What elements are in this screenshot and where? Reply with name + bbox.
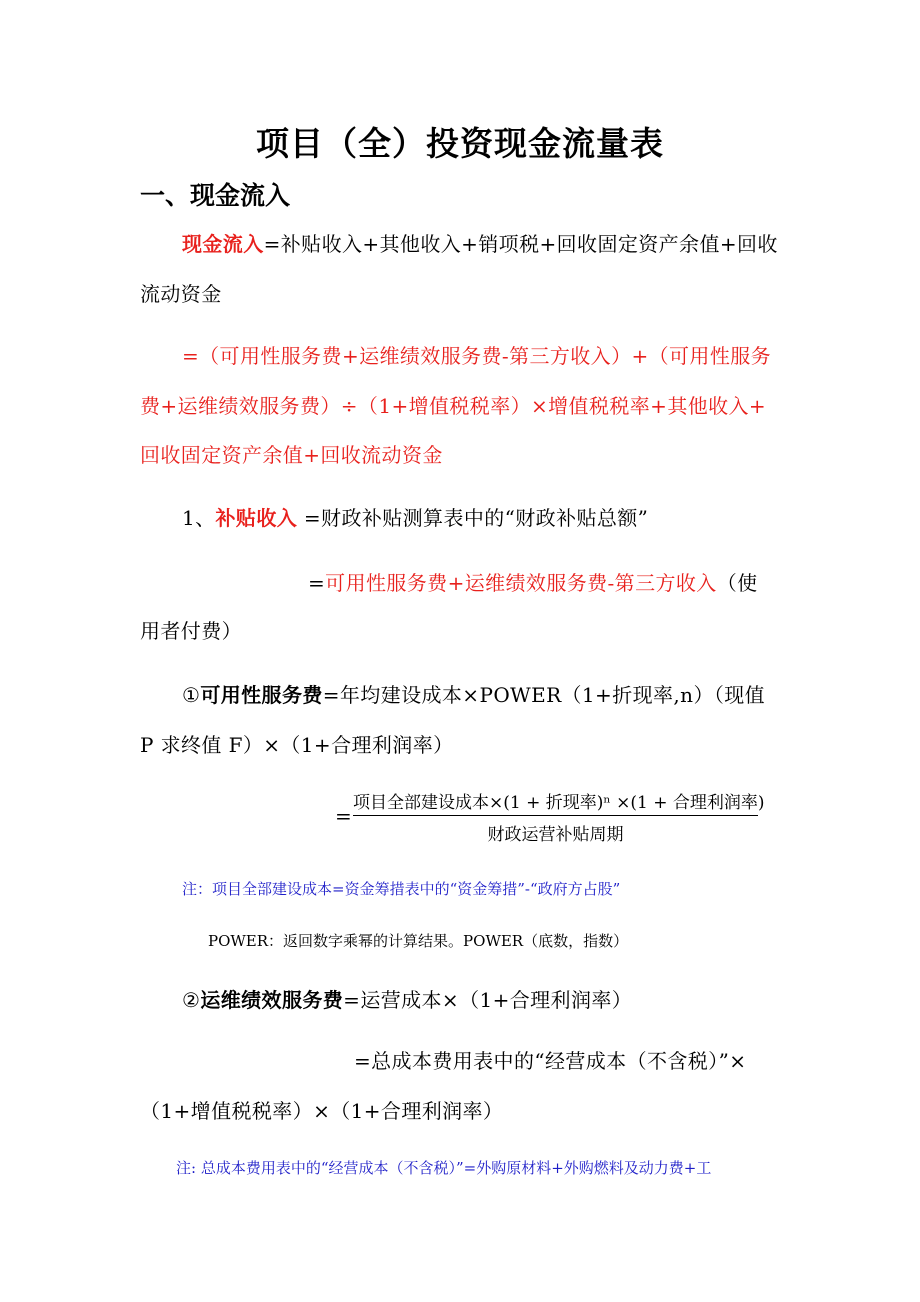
sub1-note1: 注：项目全部建设成本=资金筹措表中的“资金筹措”-“政府方占股” bbox=[182, 880, 621, 898]
sub2-note bbox=[176, 1157, 711, 1178]
section-heading-cash-inflow: 一、现金流入 bbox=[140, 181, 291, 210]
sub1-def-line1 bbox=[182, 681, 765, 709]
page-title: 项目（全）投资现金流量表 bbox=[256, 124, 664, 163]
sub1-note2: POWER：返回数字乘幂的计算结果。POWER（底数，指数） bbox=[208, 932, 629, 950]
item1-formula-tail: （使 bbox=[716, 571, 758, 595]
fraction-equals: = bbox=[335, 804, 352, 828]
sub2-def-line2: =总成本费用表中的“经营成本（不含税）”× bbox=[354, 1049, 747, 1073]
sub1-term: 可用性服务费 bbox=[200, 683, 323, 707]
cash-inflow-formula-line2: 费+运维绩效服务费）÷（1+增值税税率）×增值税税率+其他收入+ bbox=[140, 394, 767, 418]
sub2-def-line3: （1+增值税税率）×（1+合理利润率） bbox=[140, 1099, 504, 1123]
item1-number: 1、 bbox=[182, 506, 216, 530]
item1-formula-line bbox=[308, 569, 758, 597]
item1-def-text: =财政补贴测算表中的“财政补贴总额” bbox=[297, 506, 649, 530]
sub2-note-label: 注: bbox=[176, 1159, 197, 1177]
sub2-marker: ② bbox=[182, 988, 201, 1012]
sub1-marker: ① bbox=[182, 683, 201, 707]
item1-eq: = bbox=[308, 571, 326, 595]
cash-inflow-term: 现金流入 bbox=[182, 232, 264, 256]
item1-formula-line2: 用者付费） bbox=[140, 619, 242, 643]
cash-inflow-def-text: =补贴收入+其他收入+销项税+回收固定资产余值+回收 bbox=[263, 232, 778, 256]
fraction-bar bbox=[353, 815, 758, 816]
cash-inflow-formula-line1: =（可用性服务费+运维绩效服务费-第三方收入）+（可用性服务 bbox=[182, 344, 772, 368]
sub2-def-text: =运营成本×（1+合理利润率） bbox=[343, 988, 633, 1012]
cash-inflow-def-line2: 流动资金 bbox=[140, 282, 222, 306]
item1-formula-red: 可用性服务费+运维绩效服务费-第三方收入 bbox=[325, 571, 717, 595]
fraction-numerator: 项目全部建设成本×(1 + 折现率)ⁿ ×(1 + 合理利润率) bbox=[353, 793, 765, 813]
sub2-def-line1 bbox=[182, 986, 632, 1014]
sub1-def-line2: P 求终值 F）×（1+合理利润率） bbox=[140, 733, 454, 757]
sub2-term: 运维绩效服务费 bbox=[200, 988, 344, 1012]
sub2-note-text: 总成本费用表中的“经营成本（不含税）”=外购原材料+外购燃料及动力费+工 bbox=[196, 1159, 712, 1177]
cash-inflow-formula-line3: 回收固定资产余值+回收流动资金 bbox=[140, 443, 443, 467]
item1-def-line bbox=[182, 504, 648, 532]
sub1-def-text: =年均建设成本×POWER（1+折现率,n）（现值 bbox=[322, 683, 766, 707]
item1-term: 补贴收入 bbox=[215, 506, 298, 530]
cash-inflow-def-line1 bbox=[182, 230, 778, 258]
fraction-denominator: 财政运营补贴周期 bbox=[487, 825, 624, 845]
